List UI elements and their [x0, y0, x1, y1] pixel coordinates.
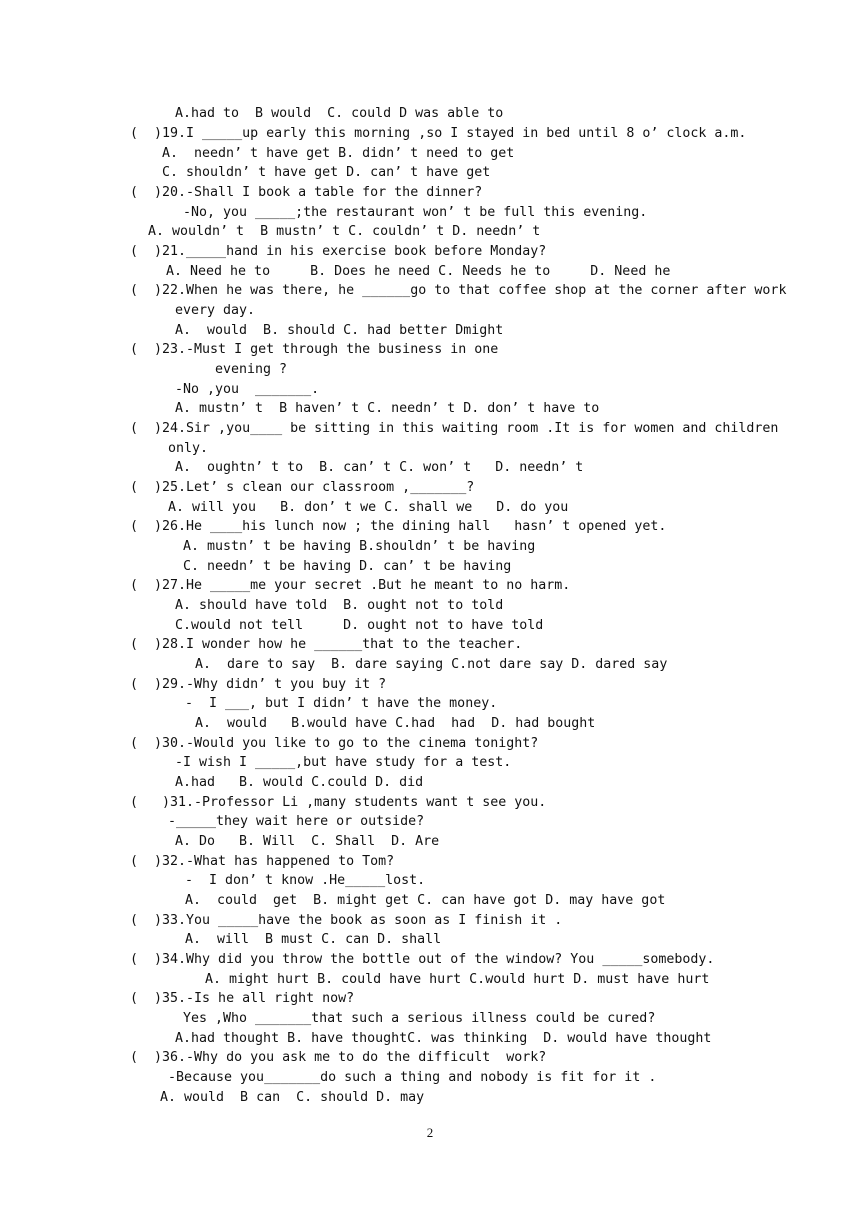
text-line: ( )22.When he was there, he ______go to that coffee shop at the corner after work	[130, 283, 787, 298]
text-line: A. would B can C. should D. may	[160, 1090, 425, 1105]
text-line: A. mustn’ t be having B.shouldn’ t be having	[183, 539, 536, 554]
text-line: C.would not tell D. ought not to have told	[175, 618, 544, 633]
text-line: ( )23.-Must I get through the business in one	[130, 342, 499, 357]
text-line: ( )19.I _____up early this morning ,so I stayed in bed until 8 o’ clock a.m.	[130, 126, 747, 141]
text-line: -Because you_______do such a thing and nobody is fit for it .	[168, 1070, 657, 1085]
text-line: A. Need he to B. Does he need C. Needs he to D. Need he	[166, 264, 671, 279]
text-line: -No, you _____;the restaurant won’ t be full this evening.	[183, 205, 648, 220]
text-line: - I ___, but I didn’ t have the money.	[185, 696, 498, 711]
text-line: -I wish I _____,but have study for a test.	[175, 755, 512, 770]
text-line: evening ?	[215, 362, 288, 377]
text-line: ( )35.-Is he all right now?	[130, 991, 355, 1006]
text-line: ( )29.-Why didn’ t you buy it ?	[130, 677, 387, 692]
text-line: Yes ,Who _______that such a serious illness could be cured?	[183, 1011, 656, 1026]
text-line: A. will B must C. can D. shall	[185, 932, 442, 947]
text-line: -No ,you _______.	[175, 382, 320, 397]
text-line: A. could get B. might get C. can have got D. may have got	[185, 893, 666, 908]
text-line: -_____they wait here or outside?	[168, 814, 425, 829]
text-line: ( )33.You _____have the book as soon as I finish it .	[130, 913, 563, 928]
text-line: every day.	[175, 303, 256, 318]
text-line: ( )21._____hand in his exercise book before Monday?	[130, 244, 547, 259]
text-line: A.had to B would C. could D was able to	[175, 106, 504, 121]
text-line: ( )30.-Would you like to go to the cinema tonight?	[130, 736, 539, 751]
text-line: - I don’ t know .He_____lost.	[185, 873, 426, 888]
text-line: A. oughtn’ t to B. can’ t C. won’ t D. needn’ t	[175, 460, 584, 475]
text-line: only.	[168, 441, 209, 456]
text-line: A. would B. should C. had better Dmight	[175, 323, 504, 338]
text-line: ( )28.I wonder how he ______that to the teacher.	[130, 637, 523, 652]
text-line: ( )24.Sir ,you____ be sitting in this waiting room .It is for women and children	[130, 421, 779, 436]
text-line: ( )20.-Shall I book a table for the dinner?	[130, 185, 483, 200]
text-line: ( )32.-What has happened to Tom?	[130, 854, 395, 869]
text-line: C. needn’ t be having D. can’ t be having	[183, 559, 512, 574]
text-line: A. mustn’ t B haven’ t C. needn’ t D. don’ t have to	[175, 401, 600, 416]
text-line: ( )26.He ____his lunch now ; the dining hall hasn’ t opened yet.	[130, 519, 667, 534]
text-line: A. would B.would have C.had had D. had bought	[195, 716, 596, 731]
text-line: A.had thought B. have thoughtC. was thinking D. would have thought	[175, 1031, 712, 1046]
text-line: A. might hurt B. could have hurt C.would hurt D. must have hurt	[205, 972, 710, 987]
text-line: ( )31.-Professor Li ,many students want t see you.	[130, 795, 547, 810]
text-line: ( )34.Why did you throw the bottle out of the window? You _____somebody.	[130, 952, 715, 967]
text-line: A. will you B. don’ t we C. shall we D. do you	[168, 500, 569, 515]
text-line: A. needn’ t have get B. didn’ t need to get	[162, 146, 515, 161]
text-line: A. Do B. Will C. Shall D. Are	[175, 834, 440, 849]
text-line: A. dare to say B. dare saying C.not dare say D. dared say	[195, 657, 668, 672]
text-line: A.had B. would C.could D. did	[175, 775, 424, 790]
text-line: A. wouldn’ t B mustn’ t C. couldn’ t D. needn’ t	[148, 224, 541, 239]
text-line: ( )36.-Why do you ask me to do the difficult work?	[130, 1050, 547, 1065]
text-line: ( )27.He _____me your secret .But he meant to no harm.	[130, 578, 571, 593]
text-line: A. should have told B. ought not to told	[175, 598, 504, 613]
text-line: ( )25.Let’ s clean our classroom ,_______?	[130, 480, 475, 495]
text-line: C. shouldn’ t have get D. can’ t have get	[162, 165, 491, 180]
page-number: 2	[426, 1125, 434, 1140]
